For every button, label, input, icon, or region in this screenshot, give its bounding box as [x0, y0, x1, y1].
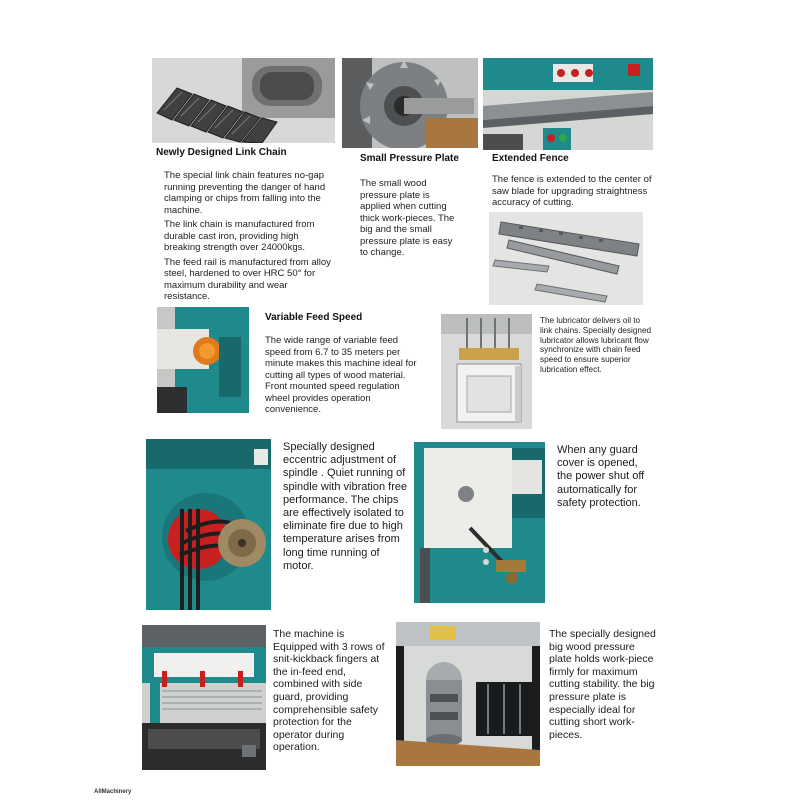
variable-feed-title: Variable Feed Speed: [265, 312, 363, 323]
extended-fence-text: The fence is extended to the center of saw blade for upgrading straightness accuracy of cutting.: [492, 174, 652, 208]
variable-feed-photo: [157, 307, 249, 413]
variable-feed-text: The wide range of variable feed speed from 6.7 to 35 meters per minute makes this machine ideal for cutting all types of wood material. Front mounted speed regulation wheel provides operation convenience.: [265, 335, 417, 415]
big-pressure-plate-photo: [396, 622, 540, 766]
extended-fence-photo: [483, 58, 653, 150]
lubricator-text: The lubricator delivers oil to link chains. Specially designed lubricator allows lubricant flow synchronize with chain feed speed to ensure superior lubrication effect.: [540, 316, 652, 374]
kickback-fingers-photo: [142, 625, 266, 770]
lubricator-photo: [441, 314, 532, 429]
spindle-text: Specially designed eccentric adjustment of spindle . Quiet running of spindle with vibration free performance. The chips are effectively isolated to eliminate fire due to high temperature arises from long time running of motor.: [283, 441, 408, 572]
footer-watermark: AllMachinery: [94, 789, 132, 795]
extended-fence-title: Extended Fence: [492, 153, 569, 164]
link-chain-title: Newly Designed Link Chain: [156, 147, 287, 158]
small-pressure-plate-text: The small wood pressure plate is applied when cutting thick work-pieces. The big and the small pressure plate is easy to change.: [360, 178, 455, 258]
small-pressure-plate-title: Small Pressure Plate: [360, 153, 459, 164]
link-chain-paragraph-3: The feed rail is manufactured from alloy steel, hardened to over HRC 50° for maximum durability and wear resistance.: [164, 256, 331, 302]
kickback-text: The machine is Equipped with 3 rows of snit-kickback fingers at the in-feed end, combined with side guard, providing comprehensible safety protection for the operator during operation.: [273, 628, 385, 754]
link-chain-paragraph-2: The link chain is manufactured from durable cast iron, providing high breaking strength over 24000kgs.: [164, 219, 315, 253]
spindle-photo: [146, 439, 271, 610]
link-chain-text: [164, 170, 332, 306]
big-pressure-plate-text: The specially designed big wood pressure plate holds work-piece firmly for maximum cutting stability. the big pressure plate is especially ideal for cutting short work-pieces.: [549, 628, 656, 741]
small-pressure-plate-photo: [342, 58, 478, 148]
link-chain-photo: [152, 58, 335, 143]
link-chain-paragraph-1: The special link chain features no-gap running preventing the danger of hand clamping or chips from falling into the machine.: [164, 170, 326, 216]
guard-cover-photo: [414, 442, 545, 603]
guard-cover-text: When any guard cover is opened, the power shut off automatically for safety protection.: [557, 444, 645, 509]
fence-rails-photo: [489, 212, 643, 305]
